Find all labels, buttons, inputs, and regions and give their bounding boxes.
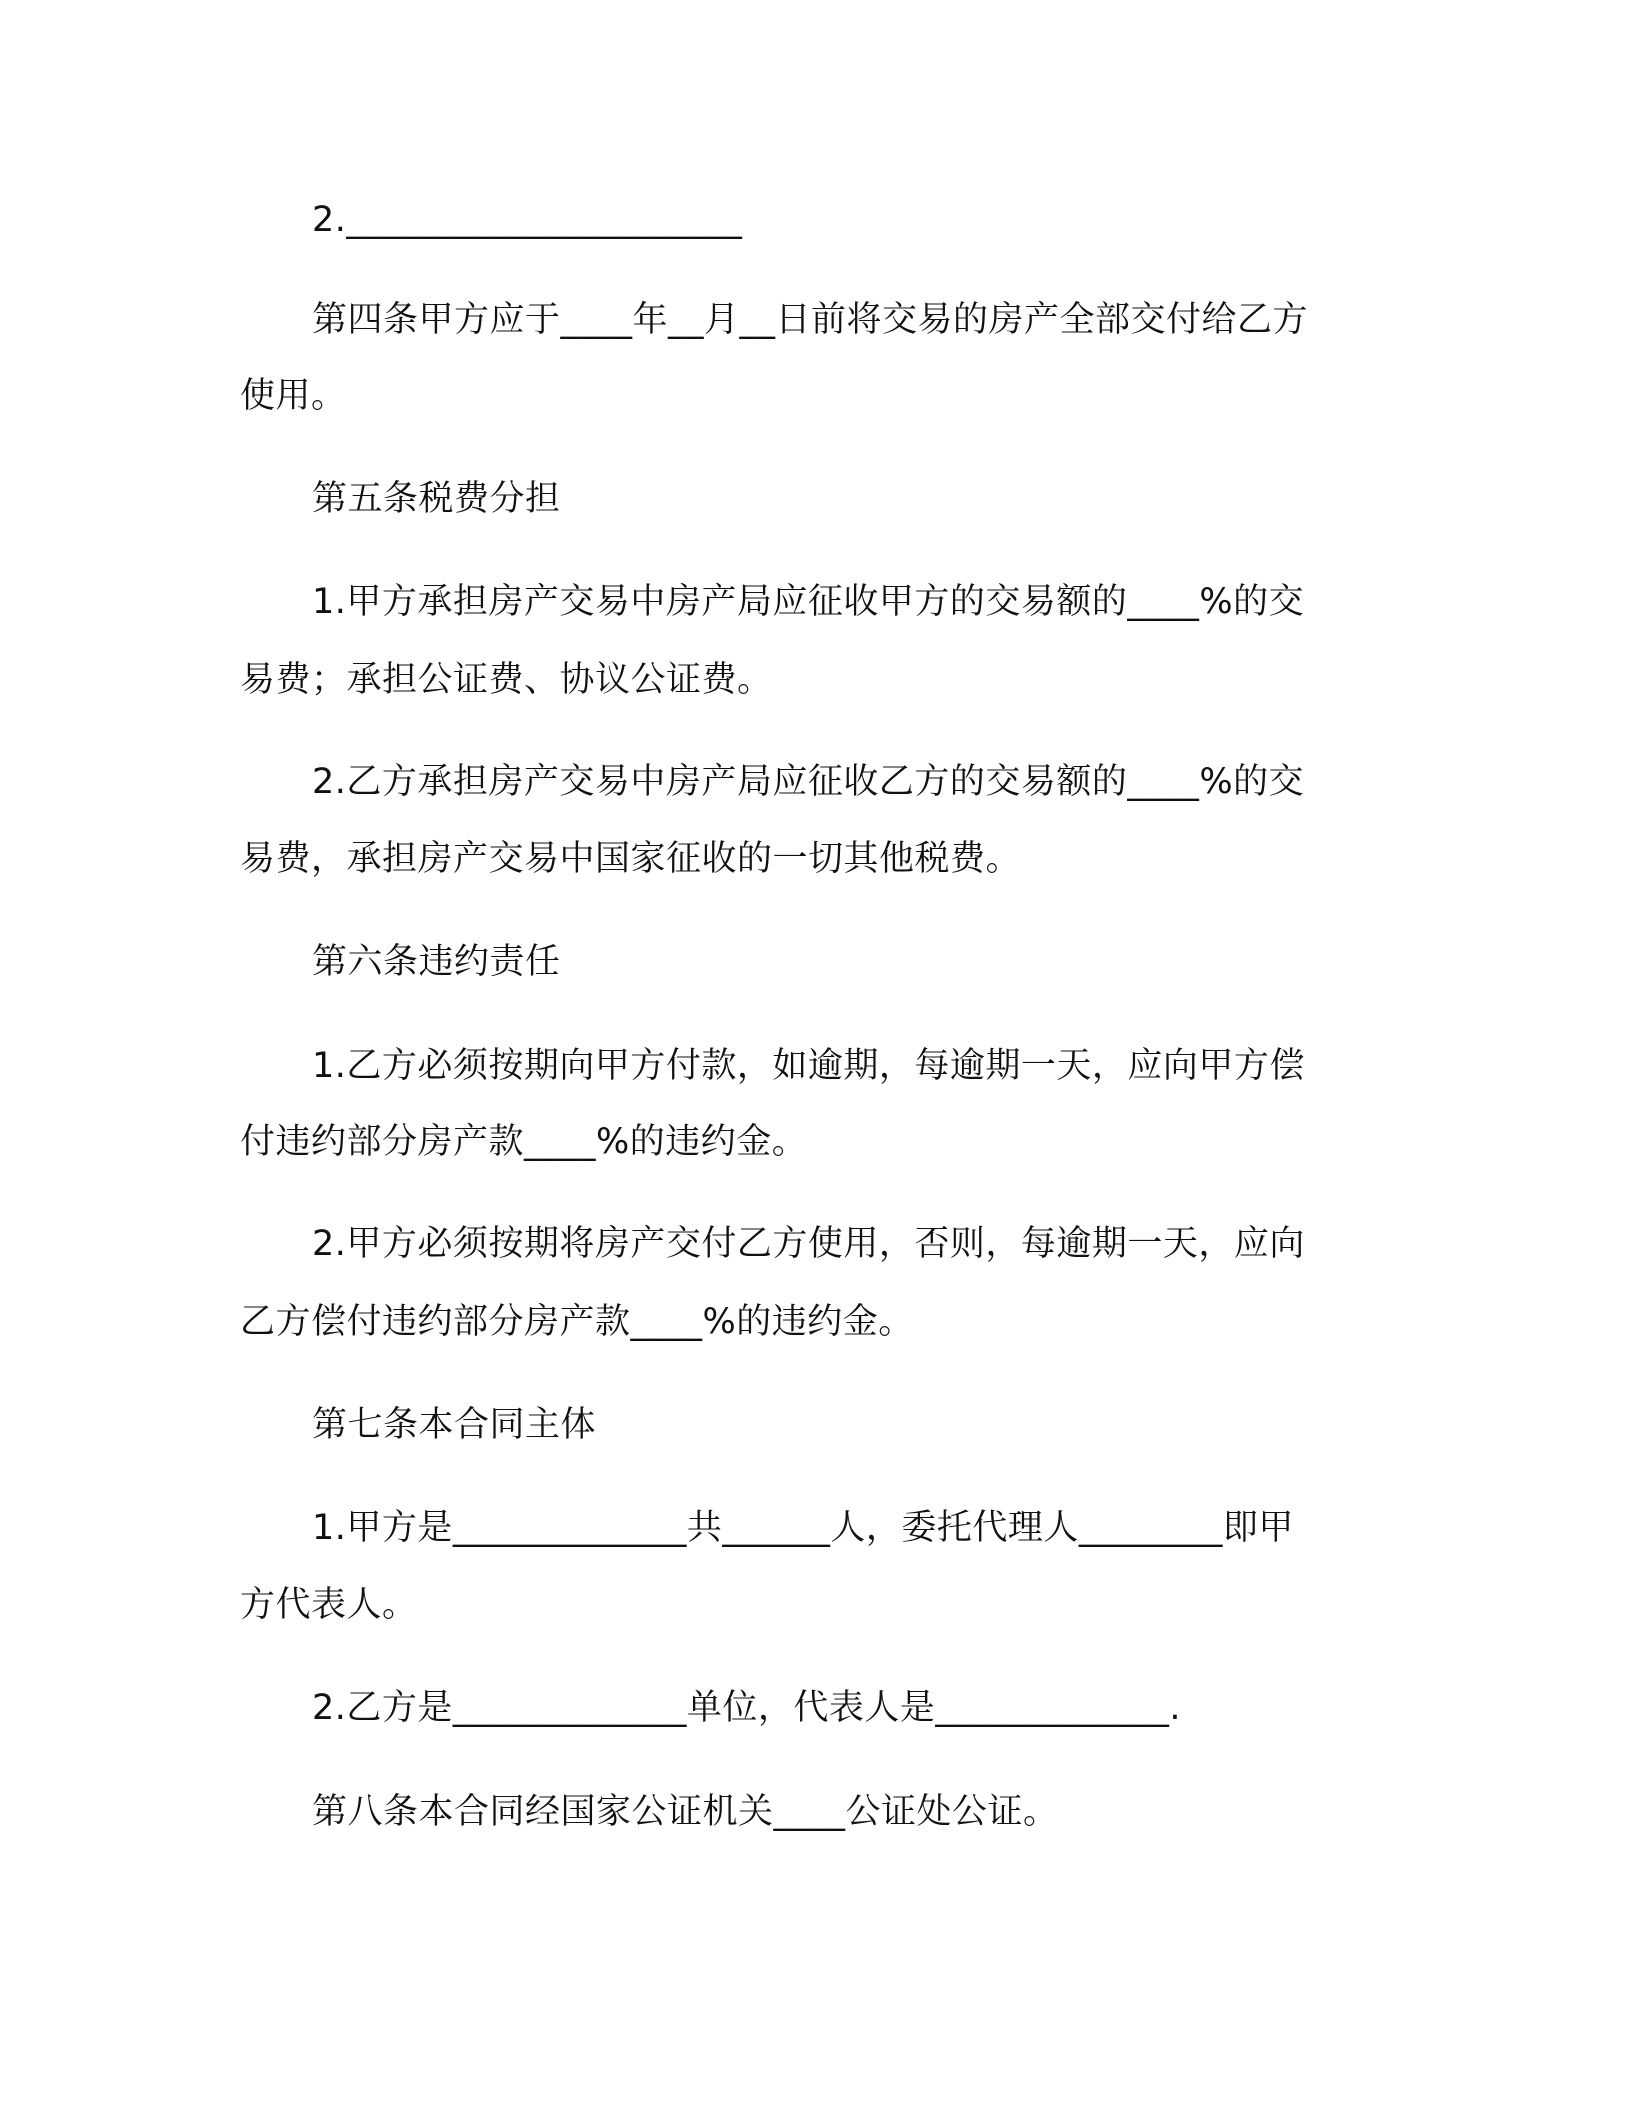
article-5-heading: 第五条税费分担 [312, 479, 561, 519]
article-6-item-1-line-2: 付违约部分房产款____%的违约金。 [240, 1122, 808, 1162]
article-6-item-1-line-1: 1.乙方必须按期向甲方付款，如逾期，每逾期一天，应向甲方偿 [312, 1046, 1305, 1086]
article-5-item-2-line-1: 2.乙方承担房产交易中房产局应征收乙方的交易额的____%的交 [312, 762, 1305, 802]
item-2-blank: 2.______________________ [312, 200, 743, 240]
article-4-line-2: 使用。 [240, 376, 347, 416]
article-8: 第八条本合同经国家公证机关____公证处公证。 [312, 1792, 1059, 1832]
article-7-item-2: 2.乙方是_____________单位，代表人是_____________. [312, 1688, 1182, 1728]
article-6-item-2-line-1: 2.甲方必须按期将房产交付乙方使用，否则，每逾期一天，应向 [312, 1224, 1305, 1264]
article-5-item-1-line-1: 1.甲方承担房产交易中房产局应征收甲方的交易额的____%的交 [312, 582, 1305, 622]
article-6-item-2-line-2: 乙方偿付违约部分房产款____%的违约金。 [240, 1302, 914, 1342]
article-5-item-1-line-2: 易费；承担公证费、协议公证费。 [240, 660, 773, 700]
article-5-item-2-line-2: 易费，承担房产交易中国家征收的一切其他税费。 [240, 839, 1022, 879]
article-7-item-1-line-2: 方代表人。 [240, 1585, 418, 1625]
article-7-item-1-line-1: 1.甲方是_____________共______人，委托代理人________即甲 [312, 1508, 1294, 1548]
article-4-line-1: 第四条甲方应于____年__月__日前将交易的房产全部交付给乙方 [312, 300, 1309, 340]
article-6-heading: 第六条违约责任 [312, 942, 561, 982]
article-7-heading: 第七条本合同主体 [312, 1405, 597, 1445]
